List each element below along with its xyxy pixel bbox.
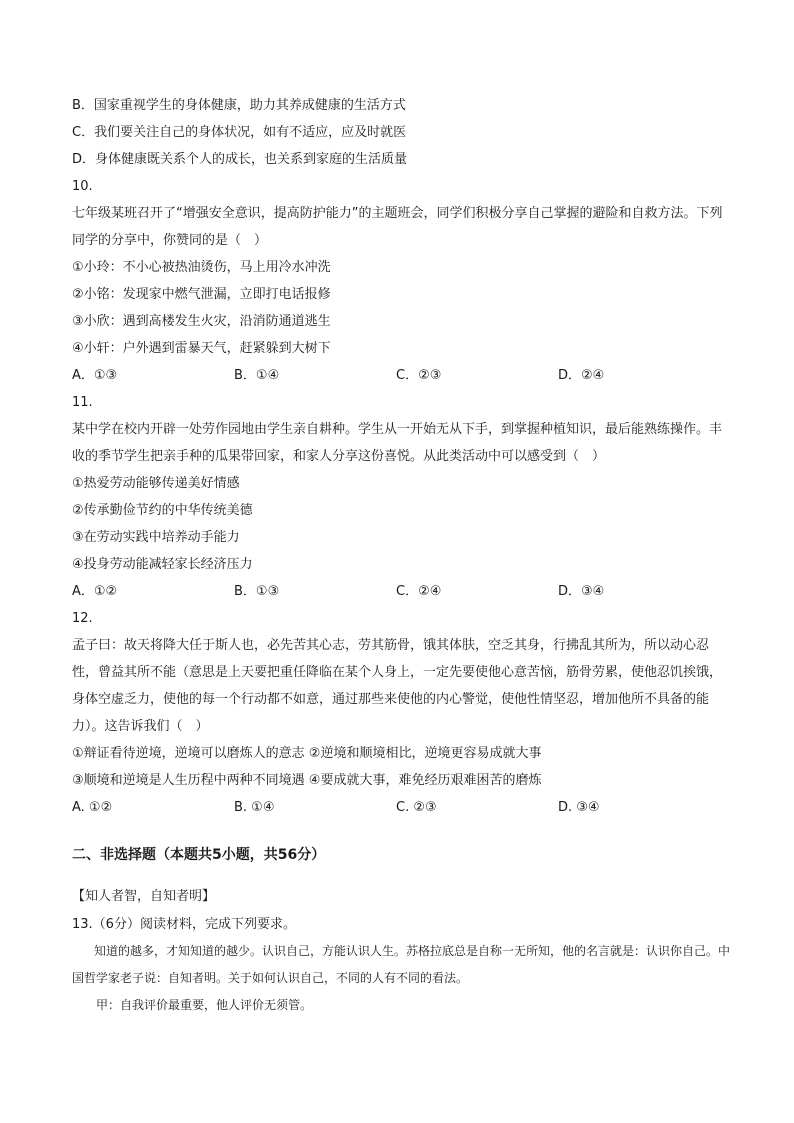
q11-item: ②传承勤俭节约的中华传统美德 [72,503,253,518]
section-subtitle: 【知人者智，自知者明】 [72,889,216,904]
q10-item: ①小玲：不小心被热油烫伤，马上用冷水冲洗 [72,260,331,275]
q13-prompt: 13.（6分）阅读材料，完成下列要求。 [72,917,296,932]
section-title: 二、非选择题（本题共5小题，共56分） [72,847,326,863]
q12-option-c: C. ②③ [396,800,437,815]
q10-option-b: B．①④ [234,368,280,383]
q10-item: ④小轩：户外遇到雷暴天气，赶紧躲到大树下 [72,341,331,356]
q10-item: ③小欣：遇到高楼发生火灾，沿消防通道逃生 [72,314,331,329]
q11-item: ③在劳动实践中培养动手能力 [72,530,240,545]
q11-option-c: C．②④ [396,584,442,599]
q9-option-d: D．身体健康既关系个人的成长，也关系到家庭的生活质量 [72,152,408,167]
q10-option-d: D．②④ [558,368,605,383]
q11-option-b: B．①③ [234,584,280,599]
q13-jia: 甲：自我评价最重要，他人评价无须管。 [96,998,313,1012]
q12-stem: 孟子曰：故天将降大任于斯人也，必先苦其心志，劳其筋骨，饿其体肤，空乏其身，行拂乱其所为，所以动心忍性，曾益其所不能（意思是上天要把重任降临在某个人身上，一定先要使他心意苦恼，筋骨劳累，使他忍饥挨饿，身体空虚乏力，使他的每一个行动都不如意，通过那些来使他的内心警觉，使他性情坚忍，增加他所不具备的能力）。这告诉我们（ ） [72,638,723,734]
q12-option-b: B. ①④ [234,800,275,815]
exam-page [72,92,732,1019]
q11-item: ④投身劳动能减轻家长经济压力 [72,557,253,572]
q12-option-a: A. ①② [72,800,113,815]
q11-item: ①热爱劳动能够传递美好情感 [72,476,240,491]
q11-stem: 某中学在校内开辟一处劳作园地由学生亲自耕种。学生从一开始无从下手，到掌握种植知识，最后能熟练操作。丰收的季节学生把亲手种的瓜果带回家，和家人分享这份喜悦。从此类活动中可以感受到（ ） [72,422,723,464]
q11-number: 11. [72,395,93,410]
q13-material: 知道的越多，才知知道的越少。认识自己，方能认识人生。苏格拉底总是自称一无所知，他的名言就是：认识你自己。中国哲学家老子说：自知者明。关于如何认识自己，不同的人有不同的看法。 [72,944,731,985]
q10-options [72,362,732,389]
q9-option-b: B．国家重视学生的身体健康，助力其养成健康的生活方式 [72,98,406,113]
q10-item: ②小铭：发现家中燃气泄漏，立即打电话报修 [72,287,331,302]
q11-option-a: A．①② [72,584,118,599]
q11-options [72,578,732,605]
q12-item: ③顺境和逆境是人生历程中两种不同境遇 ④要成就大事，难免经历艰难困苦的磨炼 [72,773,542,788]
q10-stem: 七年级某班召开了“增强安全意识，提高防护能力”的主题班会，同学们积极分享自己掌握的避险和自救方法。下列同学的分享中，你赞同的是（ ） [72,206,723,248]
q10-option-a: A．①③ [72,368,118,383]
q10-option-c: C．②③ [396,368,442,383]
q9-option-c: C．我们要关注自己的身体状况，如有不适应，应及时就医 [72,125,407,140]
q12-options [72,794,732,821]
q10-number: 10. [72,179,93,194]
q12-option-d: D. ③④ [558,800,600,815]
q12-number: 12. [72,611,93,626]
q11-option-d: D．③④ [558,584,605,599]
q12-item: ①辩证看待逆境，逆境可以磨炼人的意志 ②逆境和顺境相比，逆境更容易成就大事 [72,746,542,761]
